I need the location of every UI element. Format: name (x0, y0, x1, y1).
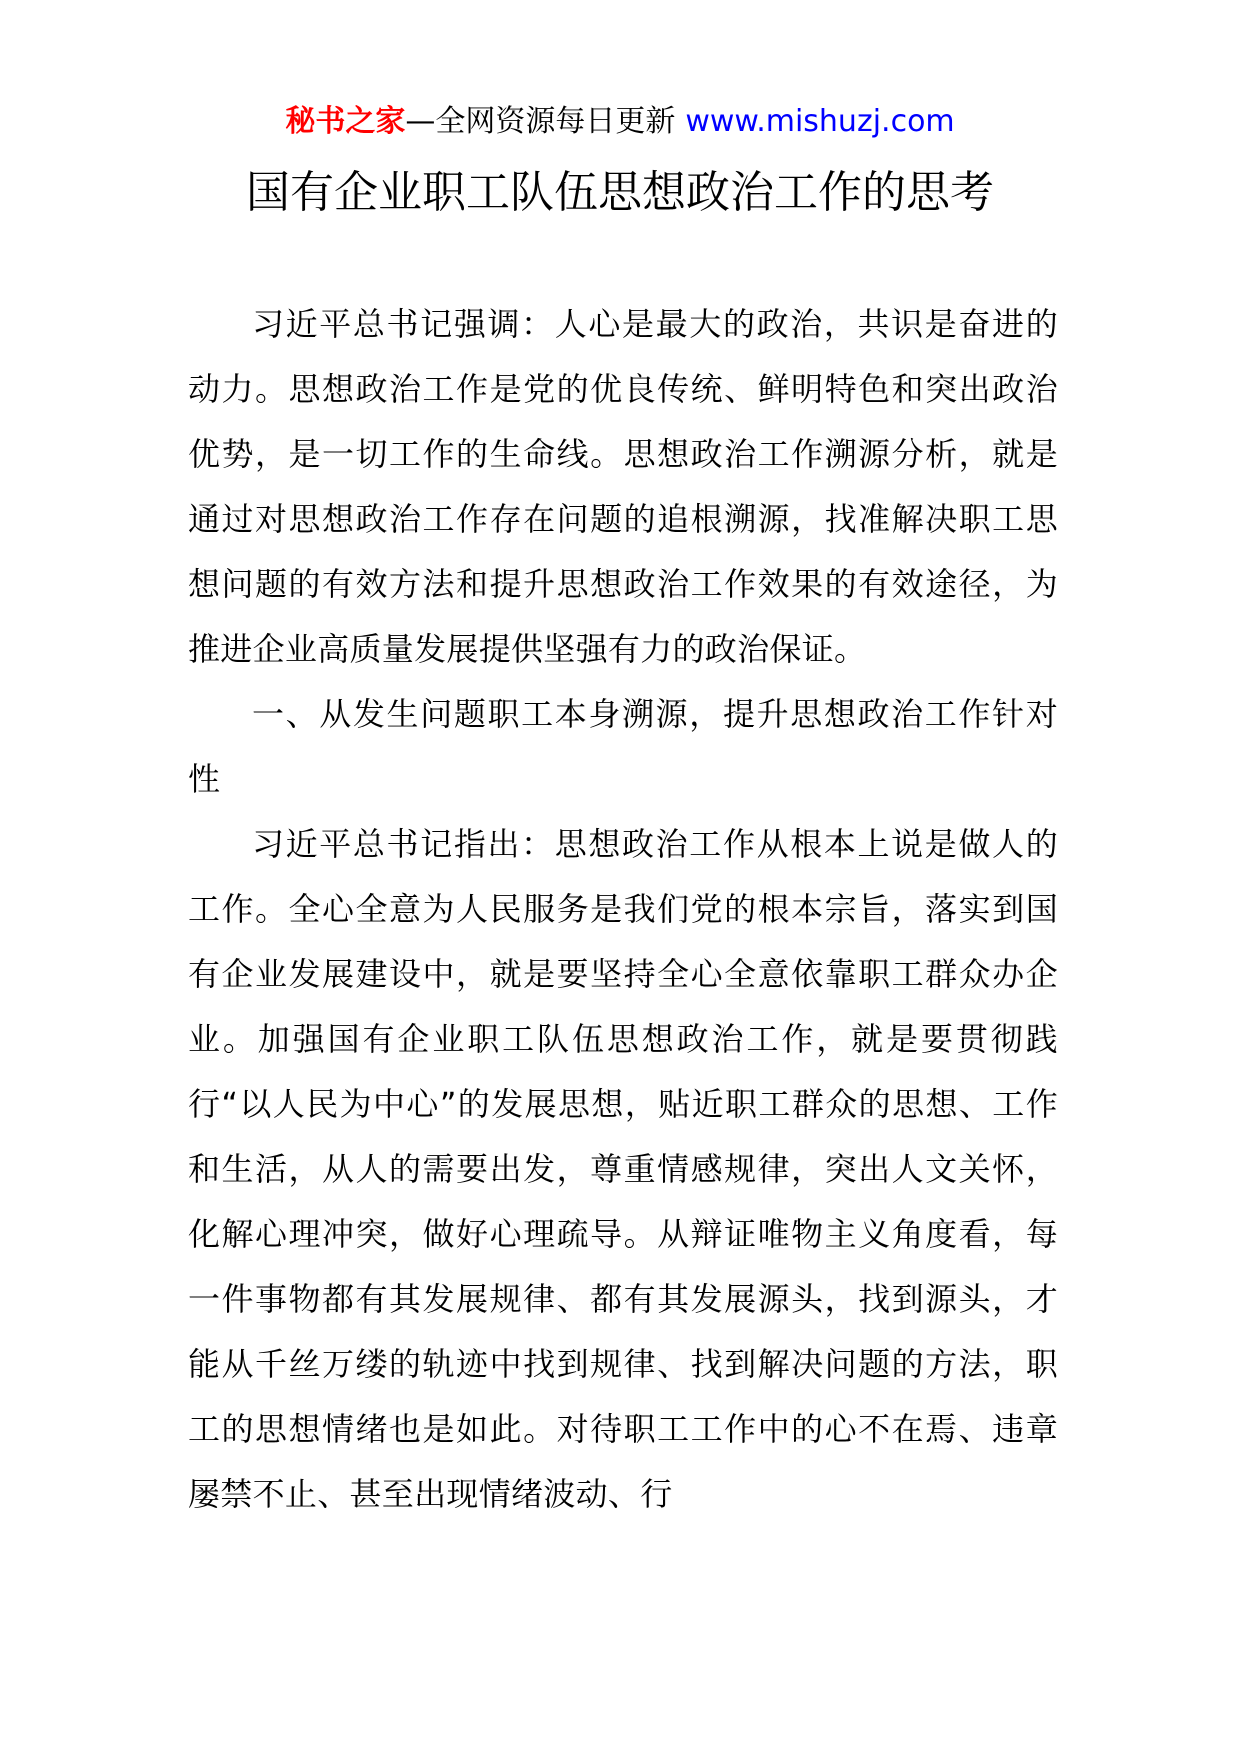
paragraph-intro: 习近平总书记强调：人心是最大的政治，共识是奋进的动力。思想政治工作是党的优良传统、鲜明特色和突出政治优势，是一切工作的生命线。思想政治工作溯源分析，就是通过对思想政治工作存在问题的追根溯源，找准解决职工思想问题的有效方法和提升思想政治工作效果的有效途径，为推进企业高质量发展提供坚强有力的政治保证。 (188, 305, 1058, 668)
brand-name: 秘书之家 (285, 104, 406, 139)
document-title: 国有企业职工队伍思想政治工作的思考 (246, 167, 994, 218)
section-heading-1: 一、从发生问题职工本身溯源，提升思想政治工作针对性 (188, 695, 1058, 798)
site-header (0, 100, 1240, 144)
site-url-link[interactable]: www.mishuzj.com (685, 104, 955, 139)
header-tagline: —全网资源每日更新 (405, 104, 676, 139)
document-body (188, 292, 1058, 1527)
paragraph-section-1: 习近平总书记指出：思想政治工作从根本上说是做人的工作。全心全意为人民服务是我们党的根本宗旨，落实到国有企业发展建设中，就是要坚持全心全意依靠职工群众办企业。加强国有企业职工队伍思想政治工作，就是要贯彻践行“以人民为中心”的发展思想，贴近职工群众的思想、工作和生活，从人的需要出发，尊重情感规律，突出人文关怀，化解心理冲突，做好心理疏导。从辩证唯物主义角度看，每一件事物都有其发展规律、都有其发展源头，找到源头，才能从千丝万缕的轨迹中找到规律、找到解决问题的方法，职工的思想情绪也是如此。对待职工工作中的心不在焉、违章屡禁不止、甚至出现情绪波动、行 (188, 825, 1058, 1513)
